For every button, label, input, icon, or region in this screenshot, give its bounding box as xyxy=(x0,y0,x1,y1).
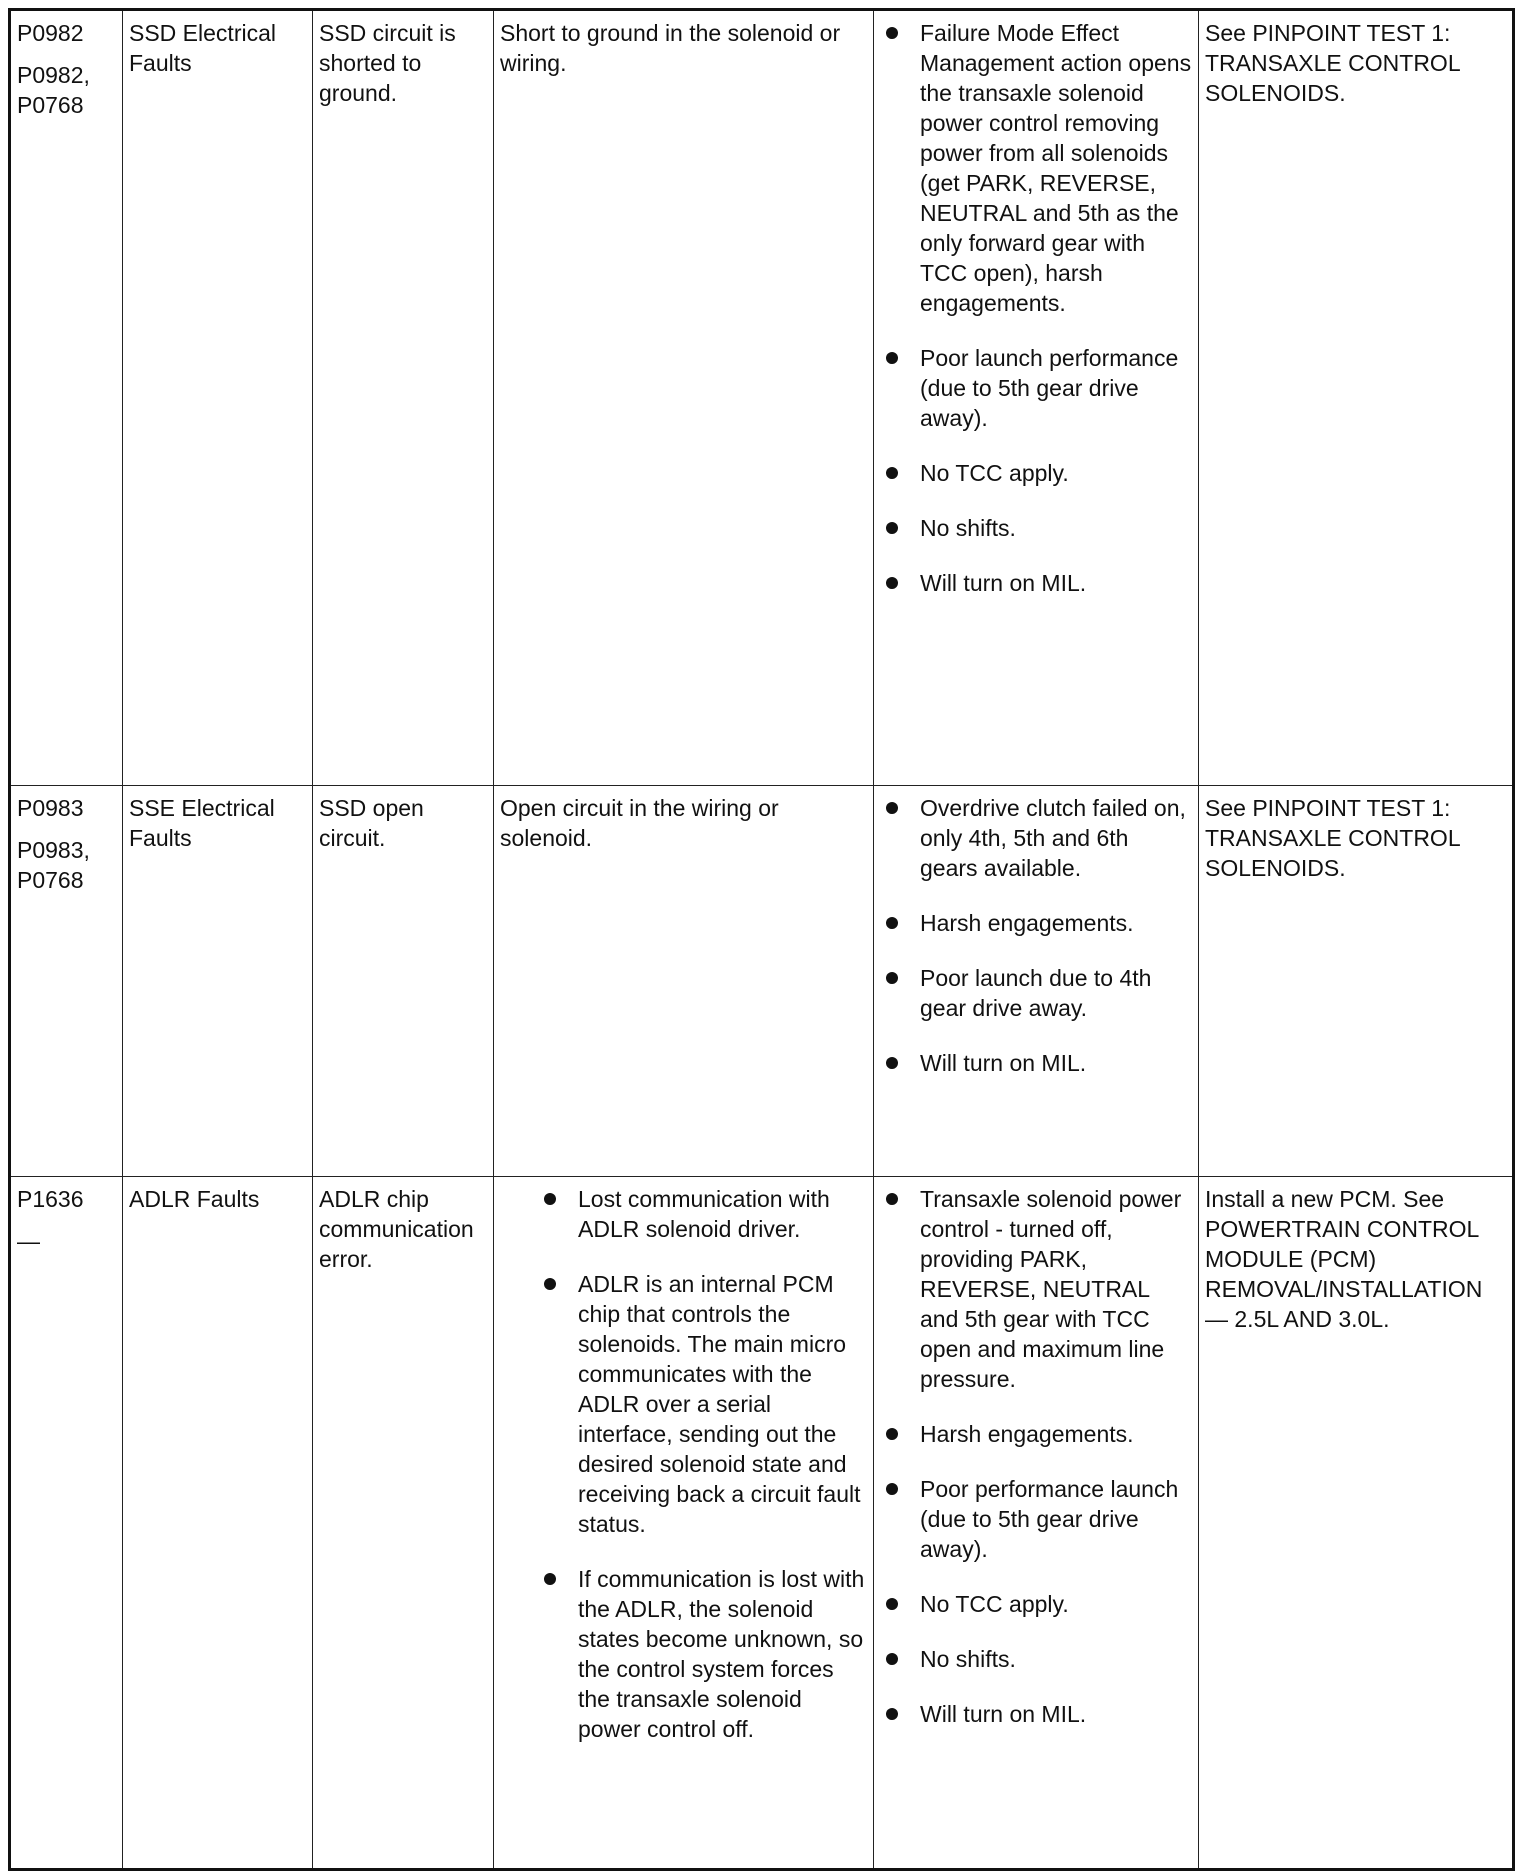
dtc-cell xyxy=(10,786,123,1177)
description-cell: ADLR Faults xyxy=(123,1177,313,1870)
bullet-icon xyxy=(886,1057,898,1069)
bullet-icon xyxy=(886,522,898,534)
bullet-icon xyxy=(886,1653,898,1665)
bullet-icon xyxy=(544,1573,556,1585)
condition-cell: ADLR chip communication error. xyxy=(313,1177,494,1870)
bullet-icon xyxy=(886,1483,898,1495)
dtc-code: P0983 xyxy=(17,795,84,821)
bullet-icon xyxy=(886,1193,898,1205)
dtc-code: P1636 xyxy=(17,1186,84,1212)
bullet-icon xyxy=(886,467,898,479)
dtc-cell xyxy=(10,10,123,786)
description-cell: SSD Electrical Faults xyxy=(123,10,313,786)
action-cell: See PINPOINT TEST 1: TRANSAXLE CONTROL SOLENOIDS. xyxy=(1199,10,1514,786)
list-item: No TCC apply. xyxy=(880,1589,1192,1619)
table-row xyxy=(10,1177,1514,1870)
list-item: Will turn on MIL. xyxy=(880,1699,1192,1729)
list-item: Harsh engagements. xyxy=(880,908,1192,938)
list-item: Lost communication with ADLR solenoid driver. xyxy=(538,1184,867,1244)
bullet-icon xyxy=(886,352,898,364)
condition-cell: SSD circuit is shorted to ground. xyxy=(313,10,494,786)
list-item: Transaxle solenoid power control - turned off, providing PARK, REVERSE, NEUTRAL and 5th gear with TCC open and maximum line pressure. xyxy=(880,1184,1192,1394)
dtc-alt-codes: — xyxy=(17,1228,40,1254)
dtc-table xyxy=(8,8,1515,1871)
cause-list xyxy=(538,1184,867,1744)
bullet-icon xyxy=(886,1598,898,1610)
cause-cell: Short to ground in the solenoid or wiring. xyxy=(494,10,874,786)
list-item: If communication is lost with the ADLR, the solenoid states become unknown, so the control system forces the transaxle solenoid power control off. xyxy=(538,1564,867,1744)
effect-list xyxy=(880,1184,1192,1729)
bullet-icon xyxy=(886,972,898,984)
list-item: ADLR is an internal PCM chip that controls the solenoids. The main micro communicates with the ADLR over a serial interface, sending out the desired solenoid state and receiving back a circuit fault status. xyxy=(538,1269,867,1539)
list-item: No shifts. xyxy=(880,1644,1192,1674)
list-item: Poor performance launch (due to 5th gear drive away). xyxy=(880,1474,1192,1564)
action-cell: Install a new PCM. See POWERTRAIN CONTROL MODULE (PCM) REMOVAL/INSTALLATION — 2.5L AND 3.0L. xyxy=(1199,1177,1514,1870)
dtc-cell xyxy=(10,1177,123,1870)
table-row xyxy=(10,786,1514,1177)
dtc-alt-codes: P0983, P0768 xyxy=(17,837,90,893)
bullet-icon xyxy=(886,917,898,929)
effect-list xyxy=(880,18,1192,598)
effect-cell xyxy=(874,10,1199,786)
table-row xyxy=(10,10,1514,786)
cause-cell xyxy=(494,1177,874,1870)
dtc-alt-codes: P0982, P0768 xyxy=(17,62,90,118)
effect-cell xyxy=(874,786,1199,1177)
description-cell: SSE Electrical Faults xyxy=(123,786,313,1177)
list-item: Harsh engagements. xyxy=(880,1419,1192,1449)
dtc-table-page xyxy=(8,8,1512,1871)
effect-cell xyxy=(874,1177,1199,1870)
bullet-icon xyxy=(886,802,898,814)
action-cell: See PINPOINT TEST 1: TRANSAXLE CONTROL SOLENOIDS. xyxy=(1199,786,1514,1177)
bullet-icon xyxy=(886,1428,898,1440)
list-item: No shifts. xyxy=(880,513,1192,543)
list-item: Poor launch performance (due to 5th gear drive away). xyxy=(880,343,1192,433)
bullet-icon xyxy=(886,27,898,39)
cause-cell: Open circuit in the wiring or solenoid. xyxy=(494,786,874,1177)
dtc-code: P0982 xyxy=(17,20,84,46)
list-item: Overdrive clutch failed on, only 4th, 5th and 6th gears available. xyxy=(880,793,1192,883)
bullet-icon xyxy=(886,1708,898,1720)
list-item: Will turn on MIL. xyxy=(880,1048,1192,1078)
list-item: Will turn on MIL. xyxy=(880,568,1192,598)
list-item: No TCC apply. xyxy=(880,458,1192,488)
bullet-icon xyxy=(886,577,898,589)
list-item: Poor launch due to 4th gear drive away. xyxy=(880,963,1192,1023)
effect-list xyxy=(880,793,1192,1078)
bullet-icon xyxy=(544,1193,556,1205)
condition-cell: SSD open circuit. xyxy=(313,786,494,1177)
bullet-icon xyxy=(544,1278,556,1290)
list-item: Failure Mode Effect Management action opens the transaxle solenoid power control removing power from all solenoids (get PARK, REVERSE, NEUTRAL and 5th as the only forward gear with TCC open), harsh engagements. xyxy=(880,18,1192,318)
